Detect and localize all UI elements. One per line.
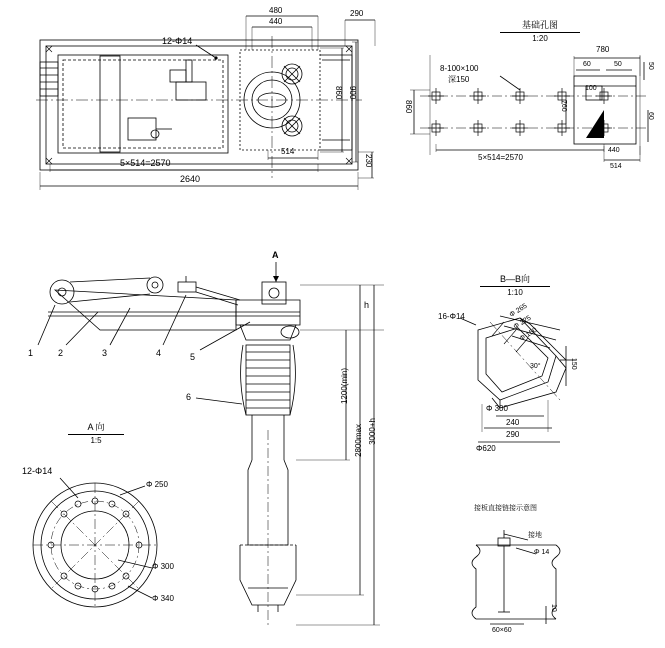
foundation-hole-note: 8-100×100: [440, 64, 479, 73]
bb-dim-angle: 30°: [530, 363, 541, 370]
plan-dim-480: 480: [269, 6, 283, 15]
a-view-dim-300: Φ 300: [152, 562, 174, 571]
a-view-dim-340: Φ 340: [152, 594, 174, 603]
section-a-mark: A: [272, 250, 279, 260]
foundation-dim-780: 780: [596, 45, 610, 54]
a-view-dim-250: Φ 250: [146, 480, 168, 489]
a-view-title-block: [68, 420, 124, 445]
foundation-dim-760: 760: [560, 100, 567, 112]
bb-dim-240: 240: [506, 418, 520, 427]
plan-dim-860: 860: [334, 86, 343, 100]
grounding-label: 接地: [528, 531, 542, 539]
bb-dim-620: Φ620: [476, 444, 496, 453]
elevation-dim-h: h: [364, 300, 370, 310]
callout-6: 6: [186, 392, 192, 402]
elevation-dim-1200: 1200(min): [340, 368, 349, 405]
foundation-dim-span: 5×514=2570: [478, 153, 523, 162]
callout-3: 3: [102, 348, 108, 358]
plan-dim-230: 230: [364, 154, 373, 168]
foundation-dim-860: 860: [404, 100, 413, 114]
callout-4: 4: [156, 348, 162, 358]
bb-dim-225: Φ 225: [512, 314, 533, 331]
foundation-dim-60a: 60: [583, 61, 591, 68]
bb-dim-150h: 150: [570, 358, 577, 370]
plan-dim-514: 514: [281, 147, 295, 156]
foundation-dim-100: 100: [585, 85, 597, 92]
a-view-title: A 向: [87, 422, 105, 432]
callout-2: 2: [58, 348, 64, 358]
a-view-bolt-note: 12-Φ14: [22, 466, 53, 476]
grounding-dia: Φ 14: [534, 549, 550, 556]
foundation-dim-440: 440: [608, 147, 620, 154]
bb-dim-265: Φ 265: [508, 302, 529, 319]
bb-dim-290: 290: [506, 430, 520, 439]
elevation-dim-2800: 2800max: [354, 424, 363, 457]
bb-view-scale: 1:10: [507, 288, 523, 297]
foundation-dim-514: 514: [610, 163, 622, 170]
bb-view-title: B—B向: [499, 274, 530, 284]
foundation-title: 基础孔图: [521, 20, 558, 30]
foundation-dim-50: 50: [614, 61, 622, 68]
plan-dim-overall: 2640: [180, 174, 201, 184]
bb-dim-300: Φ 300: [486, 404, 508, 413]
foundation-scale: 1:20: [532, 34, 548, 43]
grounding-dim-10: 10: [550, 604, 557, 612]
bb-bolt-note: 16-Φ14: [438, 312, 465, 321]
callout-5: 5: [190, 352, 196, 362]
plan-dim-span: 5×514=2570: [120, 158, 171, 168]
grounding-dim-60: 60×60: [492, 627, 512, 634]
foundation-dim-60: 60: [647, 112, 654, 120]
plan-dim-900: 900: [348, 86, 357, 100]
plan-dim-290: 290: [350, 9, 364, 18]
foundation-title-block: [500, 18, 580, 43]
elevation-dim-3000: 3000+h: [368, 418, 377, 445]
plan-dim-440: 440: [269, 17, 283, 26]
a-view-scale: 1:5: [90, 436, 102, 445]
foundation-depth-note: 深150: [448, 75, 470, 84]
callout-1: 1: [28, 348, 34, 358]
bb-view-title-block: [480, 272, 550, 297]
bb-dim-150: Φ 150: [518, 326, 539, 343]
grounding-detail-title: 接板直接链接示意图: [474, 504, 537, 512]
plan-bolt-note: 12-Φ14: [162, 36, 193, 46]
foundation-dim-h50: 50: [647, 62, 654, 70]
